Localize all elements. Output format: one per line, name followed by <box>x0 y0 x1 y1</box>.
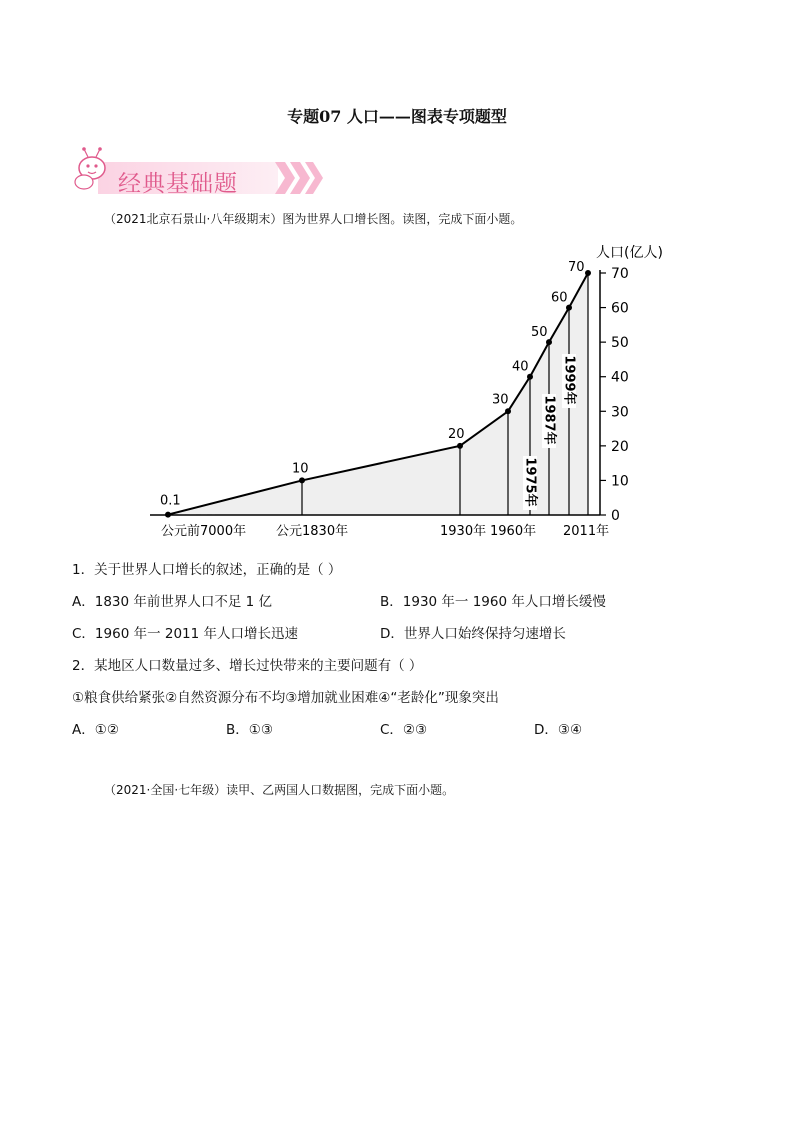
x-axis-label: 1960年 <box>490 524 537 539</box>
y-tick-label: 20 <box>611 438 629 455</box>
question-1-stem: 1．关于世界人口增长的叙述，正确的是（ ） <box>72 562 342 578</box>
data-point <box>457 443 463 449</box>
y-tick-label: 10 <box>611 473 629 490</box>
data-label: 50 <box>531 325 548 341</box>
vertical-year-label: 1999年 <box>561 355 577 405</box>
x-axis-label: 公元前7000年 <box>161 524 247 539</box>
question-2-stem: 2．某地区人口数量过多、增长过快带来的主要问题有（ ） <box>72 658 423 674</box>
data-point <box>505 408 511 414</box>
vertical-year-label: 1975年 <box>522 457 538 507</box>
data-label: 0.1 <box>160 493 181 509</box>
x-axis-label: 1930年 <box>440 524 487 539</box>
x-axis-label: 公元1830年 <box>276 524 349 539</box>
x-axis-label: 2011年 <box>563 524 610 539</box>
y-tick-label: 70 <box>611 266 629 282</box>
data-label: 30 <box>492 392 509 408</box>
q1-option-c[interactable]: C．1960 年一 2011 年人口增长迅速 <box>72 626 299 642</box>
data-point <box>585 270 591 276</box>
q2-option-b[interactable]: B．①③ <box>226 722 273 738</box>
q1-option-a[interactable]: A．1830 年前世界人口不足 1 亿 <box>72 594 273 610</box>
data-label: 40 <box>512 359 529 375</box>
q1-option-d[interactable]: D．世界人口始终保持匀速增长 <box>380 626 566 642</box>
intro-text-2: （2021·全国·七年级）读甲、乙两国人口数据图，完成下面小题。 <box>104 783 455 797</box>
q2-option-d[interactable]: D．③④ <box>534 722 583 738</box>
page-title: 专题07 人口——图表专项题型 <box>287 107 507 126</box>
y-tick-label: 0 <box>611 508 620 524</box>
question-2-items: ①粮食供给紧张②自然资源分布不均③增加就业困难④“老龄化”现象突出 <box>72 690 499 706</box>
q2-option-a[interactable]: A．①② <box>72 722 119 738</box>
data-point <box>165 512 171 518</box>
intro-text-1: （2021北京石景山·八年级期末）图为世界人口增长图。读图，完成下面小题。 <box>104 212 523 226</box>
vertical-year-label: 1987年 <box>541 395 557 445</box>
data-point <box>299 477 305 483</box>
q1-option-b[interactable]: B．1930 年一 1960 年人口增长缓慢 <box>380 594 606 610</box>
y-tick-label: 30 <box>611 404 629 421</box>
y-tick-label: 50 <box>611 335 629 352</box>
data-label: 10 <box>292 461 309 477</box>
y-tick-label: 60 <box>611 300 629 317</box>
data-label: 60 <box>551 290 568 306</box>
section-banner-text: 经典基础题 <box>118 171 238 197</box>
data-label: 20 <box>448 426 465 442</box>
y-axis-label: 人口(亿人) <box>596 245 663 261</box>
y-tick-label: 40 <box>611 369 629 386</box>
data-label: 70 <box>568 260 585 275</box>
population-chart <box>150 238 663 542</box>
q2-option-c[interactable]: C．②③ <box>380 722 428 738</box>
